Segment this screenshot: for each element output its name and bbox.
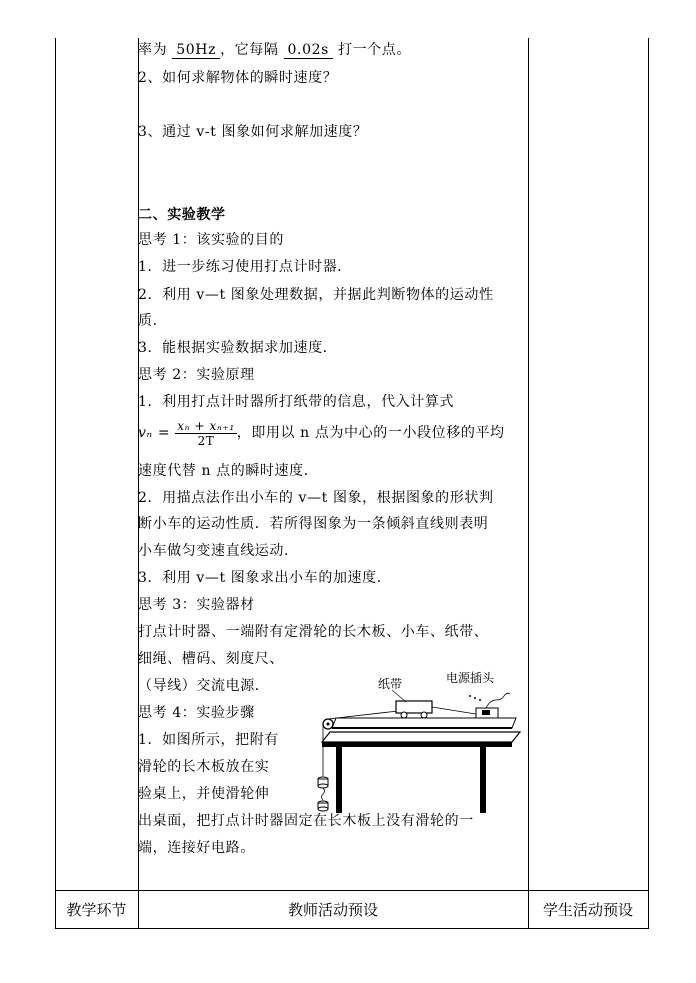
footer-student-activity: 学生活动预设 [542,901,633,919]
paper-tape [432,707,482,715]
blank-period: 0.02s [284,42,333,59]
think-2-item-2-line-2: 断小车的运动性质．若所得图象为一条倾斜直线则表明 [138,516,489,532]
think-3-items-line-3: （导线）交流电源． [138,678,270,694]
think-2-item-3: 3．利用 v—t 图象求出小车的加速度． [138,570,392,586]
think-3-title: 思考 3：实验器材 [138,597,255,613]
section-heading: 二、实验教学 [138,207,226,223]
question-2: 2、如何求解物体的瞬时速度？ [138,70,338,86]
think-4-title: 思考 4：实验步骤 [138,705,255,721]
think-2-item-1-line-1: 1．利用打点计时器所打纸带的信息，代入计算式 [138,394,455,410]
formula-line: vₙ = $\frac{\text{xₙ + xₙ₊₁}}{2T}$ ，即用以 n 点为中心的一小段位移的平均 [138,418,505,448]
formula-denominator: 2T [197,433,215,448]
question-3: 3、通过 v-t 图象如何求解加速度？ [138,124,368,140]
cart [396,701,432,713]
power-cord [486,693,510,708]
think-2-item-1-line-3: 速度代替 n 点的瞬时速度． [138,463,319,479]
think-3-items-line-1: 打点计时器、一端附有定滑轮的长木板、小车、纸带、 [138,624,489,640]
formula-numerator: xₙ + xₙ₊₁ [177,418,235,433]
lesson-table [55,38,649,929]
table-leg-right [480,747,486,813]
table-border-right [648,38,649,929]
table-top [322,732,520,742]
think-2-title: 思考 2：实验原理 [138,367,255,383]
think-4-item-1-line-5: 端，连接好电路。 [138,840,255,856]
think-4-item-1-line-3: 验桌上，并使滑轮伸 [138,786,270,802]
long-board [332,718,516,728]
teacher-activity-cell [138,38,528,888]
think-4-item-1-line-1: 1．如图所示，把附有 [138,732,279,748]
experiment-apparatus-figure [310,666,522,816]
think-4-item-1-line-2: 滑轮的长木板放在实 [138,759,270,775]
think-1-item-2-line-1: 2．利用 v—t 图象处理数据，并据此判断物体的运动性 [138,287,494,303]
think-3-items-line-2: 细绳、槽码、刻度尺、 [138,651,284,667]
blank-frequency: 50Hz [172,42,220,59]
footer-teaching-stage: 教学环节 [66,901,127,919]
think-1-item-2-line-2: 质． [138,313,168,329]
text-line-frequency: 率为 50Hz ，它每隔 0.02s 打一个点。 [138,42,411,58]
think-4-item-1-line-4: 出桌面，把打点计时器固定在长木板上没有滑轮的一 [138,813,474,829]
label-power-plug: 电源插头 [446,671,495,685]
footer-teacher-activity: 教师活动预设 [287,901,378,919]
formula-fraction [175,419,237,448]
table-border-left [55,38,56,929]
table-edge [322,742,512,747]
think-1-item-3: 3．能根据实验数据求加速度． [138,340,338,356]
formula-lhs: vₙ = [138,425,171,441]
think-1-item-1: 1．进一步练习使用打点计时器． [138,259,352,275]
think-2-item-2-line-1: 2．用描点法作出小车的 v—t 图象，根据图象的形状判 [138,490,494,506]
hook-weights [318,777,328,811]
table-divider-2 [528,38,529,929]
table-leg-left [336,747,342,813]
think-2-item-2-line-3: 小车做匀变速直线运动． [138,543,299,559]
label-paper-tape: 纸带 [378,677,403,691]
think-1-title: 思考 1：该实验的目的 [138,232,284,248]
